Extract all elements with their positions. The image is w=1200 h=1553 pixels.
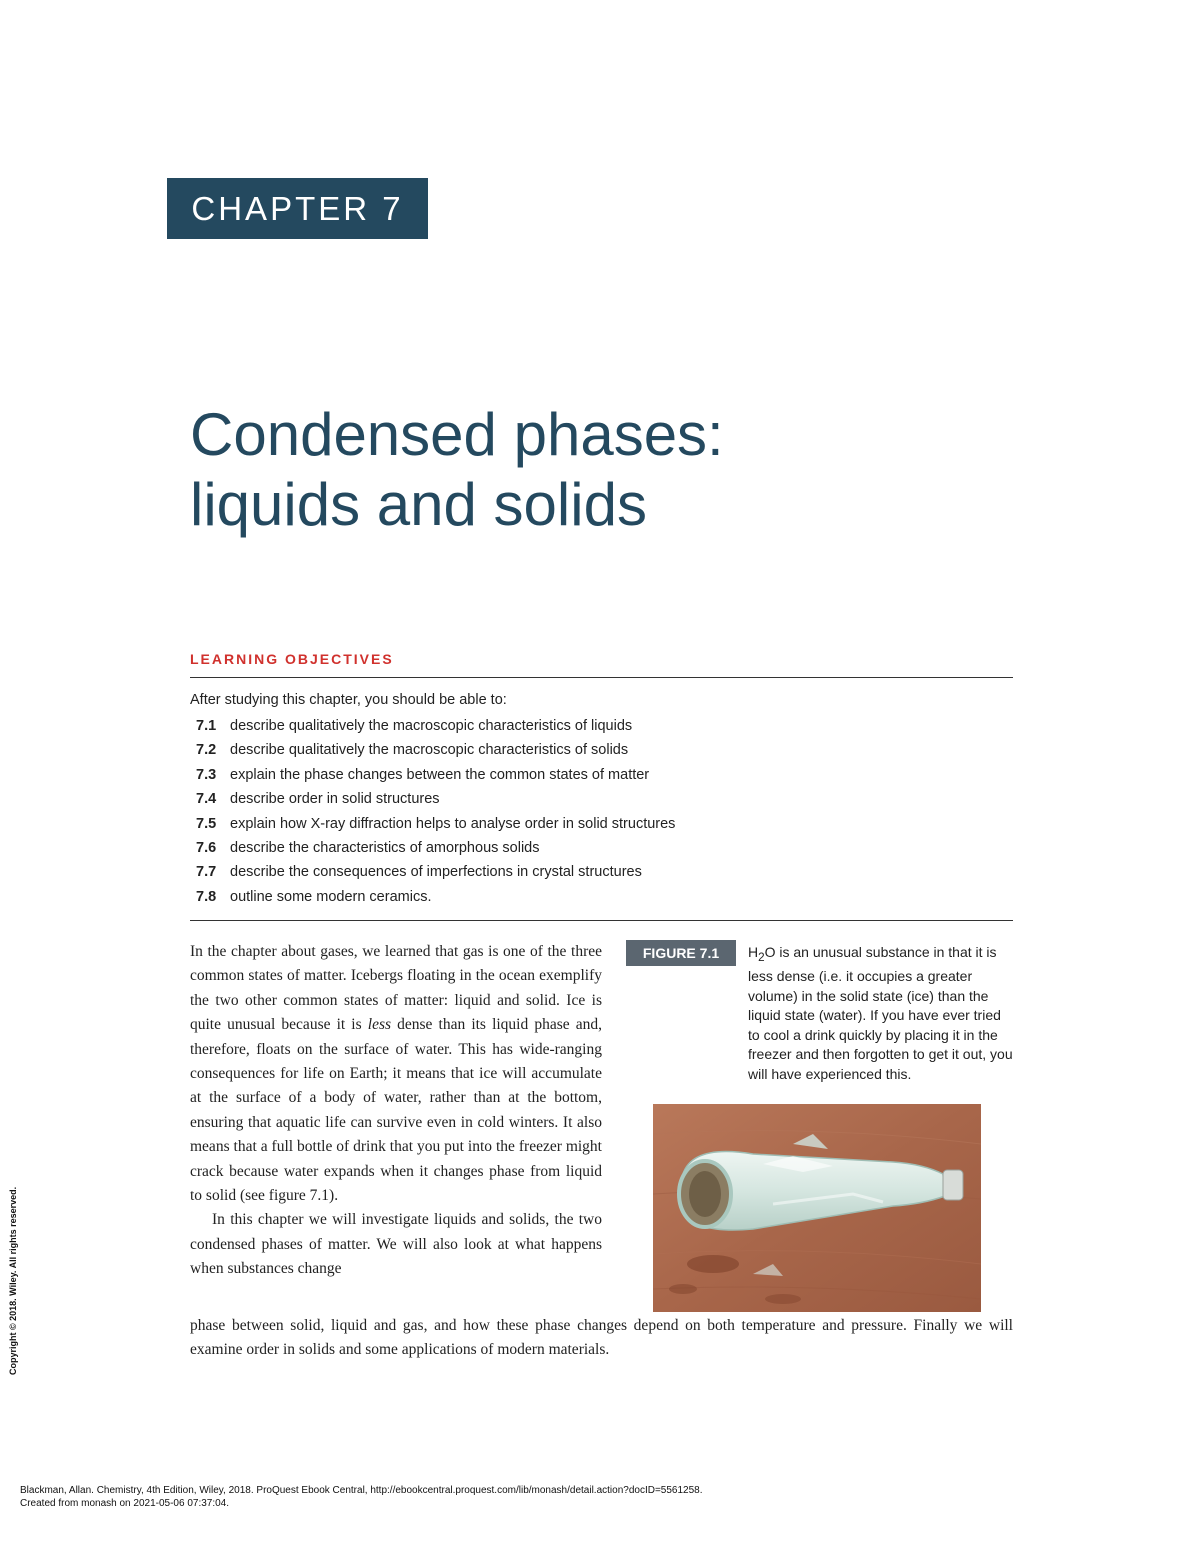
frozen-bottle-image [653,1104,981,1312]
body-column [190,940,602,1282]
page-title [190,400,1090,540]
page-footer [20,1484,703,1510]
objective-text: describe qualitatively the macroscopic characteristics of liquids [230,718,633,734]
body-paragraph-2-continued: phase between solid, liquid and gas, and how these phase changes depend on both temperature and pressure. Finally we will examine order in solids and some applications of modern materials. [190,1317,1013,1359]
objective-item [196,740,675,764]
title-line-2: liquids and solids [190,471,647,538]
objective-number: 7.8 [196,888,217,905]
chapter-label: CHAPTER 7 [167,178,428,239]
body-emphasis: less [367,1016,392,1034]
body-paragraph-2: In this chapter we will investigate liquids and solids, the two condensed phases of matter. We will also look at what happens when substances change [190,1211,602,1278]
objective-item [196,716,675,740]
title-line-1: Condensed phases: [190,401,724,468]
figure-label: FIGURE 7.1 [626,940,736,966]
objective-text: describe qualitatively the macroscopic characteristics of solids [230,742,629,759]
objective-item [196,765,675,789]
objective-number: 7.6 [196,839,217,856]
caption-text: H [748,944,759,960]
objective-text: explain the phase changes between the common states of matter [230,766,650,783]
citation-line: Blackman, Allan. Chemistry, 4th Edition, Wiley, 2018. ProQuest Ebook Central, http://ebookcentral.proquest.com/lib/monash/detail.action?docID=5561258. [20,1485,703,1496]
created-line: Created from monash on 2021-05-06 07:37:04. [20,1498,230,1509]
divider-top [190,677,1013,678]
objective-text: describe the consequences of imperfections in crystal structures [230,864,642,881]
learning-objectives-heading: LEARNING OBJECTIVES [190,651,394,667]
objective-number: 7.7 [196,864,217,881]
objective-item [196,789,675,813]
objective-text: describe order in solid structures [230,791,440,808]
learning-objectives-intro: After studying this chapter, you should be able to: [190,692,507,708]
objective-item [196,814,675,838]
objective-number: 7.5 [196,815,217,832]
objective-text: outline some modern ceramics. [230,888,432,905]
caption-subscript: 2 [758,950,765,964]
body-text-run: In the chapter about gases, we learned that gas is one of the three common states of matter. Icebergs floating in the ocean exemplify the two other common states of matter: liquid and solid. Ice is quite unusual because it is [190,943,602,1034]
objective-number: 7.3 [196,766,217,783]
body-text-run: dense than its liquid phase and, therefore, floats on the surface of water. This has wide-ranging consequences for life on Earth; it means that ice will accumulate at the surface of a body of water, rather than at the bottom, ensuring that aquatic life can survive even in cold winters. It also means that a full bottle of drink that you put into the freezer might crack because water expands when it changes phase from liquid to solid (see figure 7.1). [190,1016,603,1205]
caption-text: O is an unusual substance in that it is less dense (i.e. it occupies a greater volume) in the solid state (ice) than the liquid state (water). If you have ever tried to cool a drink quickly by placing it in the freezer and then forgotten to get it out, you will have experienced this. [748,944,1013,1082]
objective-number: 7.2 [196,742,217,759]
objective-item [196,862,675,886]
objective-item [196,887,675,911]
objective-text: explain how X-ray diffraction helps to analyse order in solid structures [230,815,676,832]
learning-objectives-list [196,716,675,911]
objective-number: 7.4 [196,791,217,808]
objective-text: describe the characteristics of amorphous solids [230,839,540,856]
figure-caption [748,943,1016,1084]
divider-bottom [190,920,1013,921]
objective-item [196,838,675,862]
copyright-notice: Copyright © 2018. Wiley. All rights reserved. [8,1186,18,1375]
body-paragraph-1 [190,940,602,1208]
objective-number: 7.1 [196,718,217,734]
figure-photo [653,1104,981,1312]
